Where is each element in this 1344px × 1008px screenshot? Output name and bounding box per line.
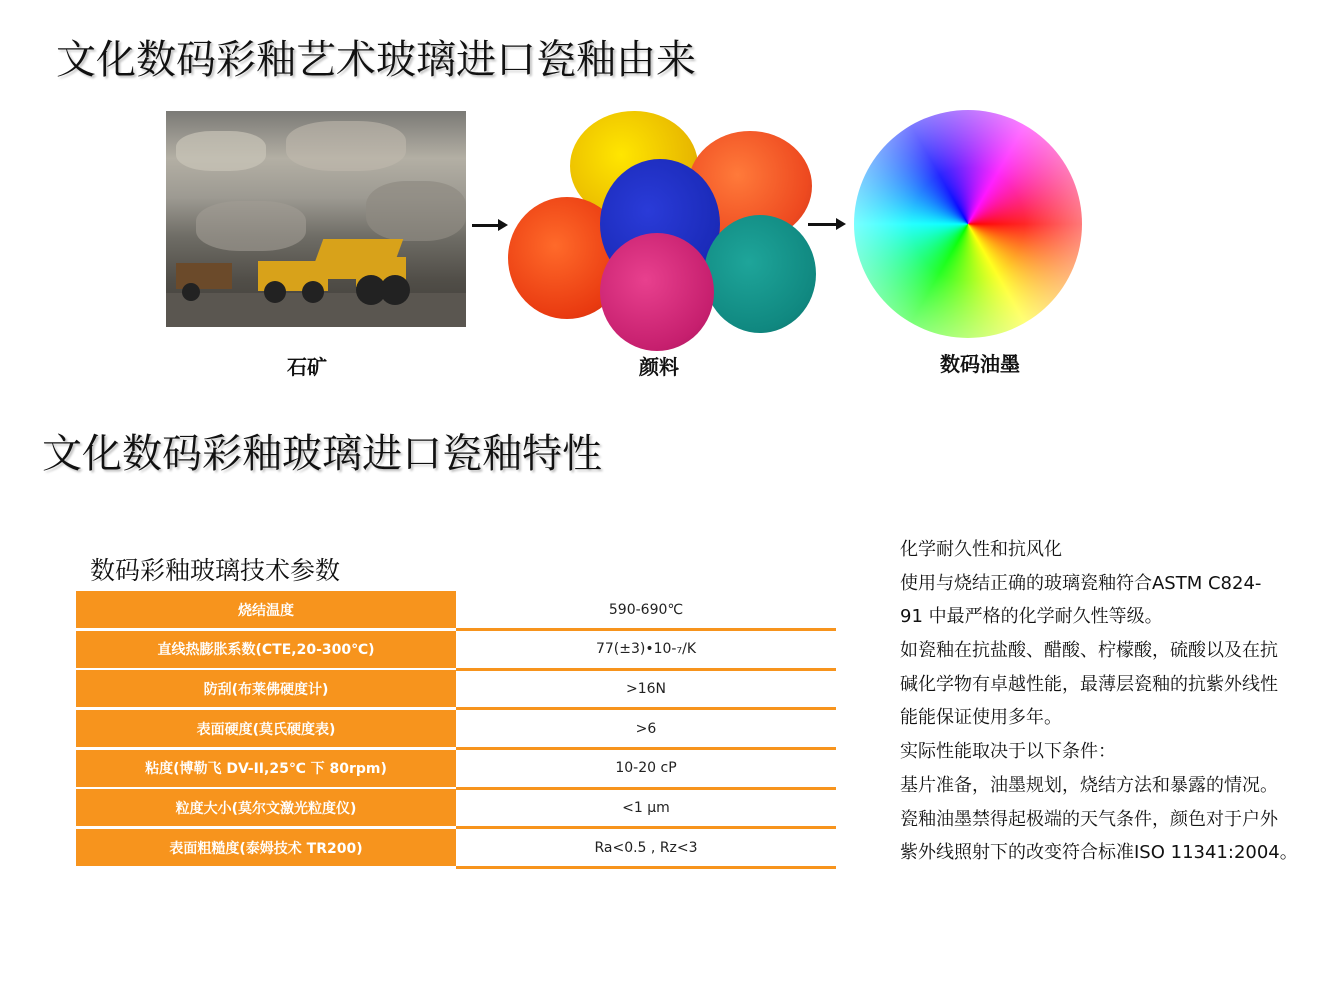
pigment-powders-photo <box>508 111 820 379</box>
description-line: 实际性能取决于以下条件： <box>900 741 1116 763</box>
param-label: 粒度大小(莫尔文激光粒度仪) <box>76 789 456 826</box>
param-label: 表面硬度(莫氏硬度表) <box>76 710 456 747</box>
description-line: 基片准备，油墨规划，烧结方法和暴露的情况。 <box>900 774 1278 796</box>
caption-pigment: 颜料 <box>639 355 679 379</box>
description-line: 如瓷釉在抗盐酸、醋酸、柠檬酸，硫酸以及在抗 <box>900 640 1278 662</box>
color-wheel <box>854 110 1082 338</box>
caption-digital-ink: 数码油墨 <box>940 352 1020 376</box>
flow-arrow <box>472 224 500 227</box>
param-label: 粘度(博勒飞 DV-II,25℃ 下 80rpm) <box>76 750 456 787</box>
description-line: 能能保证使用多年。 <box>900 707 1062 729</box>
param-value: Ra<0.5 , Rz<3 <box>456 829 836 869</box>
param-value: <1 μm <box>456 789 836 829</box>
description-line: 瓷釉油墨禁得起极端的天气条件，颜色对于户外 <box>900 808 1278 830</box>
table-row <box>76 710 836 750</box>
param-value: 10-20 cP <box>456 750 836 790</box>
description-line: 91 中最严格的化学耐久性等级。 <box>900 606 1163 628</box>
caption-ore: 石矿 <box>287 355 327 379</box>
description-line: 紫外线照射下的改变符合标准ISO 11341:2004。 <box>900 842 1298 864</box>
table-row <box>76 591 836 631</box>
description-line: 碱化学物有卓越性能，最薄层瓷釉的抗紫外线性 <box>900 673 1278 695</box>
durability-description <box>900 533 1320 870</box>
quarry-photo <box>166 111 466 327</box>
param-label: 表面粗糙度(泰姆技术 TR200) <box>76 829 456 866</box>
param-value: 590-690℃ <box>456 591 836 631</box>
spec-table <box>76 591 836 869</box>
origin-title: 文化数码彩釉艺术玻璃进口瓷釉由来 <box>56 37 696 83</box>
table-row <box>76 670 836 710</box>
param-value: >16N <box>456 670 836 710</box>
table-row <box>76 750 836 790</box>
table-row <box>76 829 836 869</box>
param-value: >6 <box>456 710 836 750</box>
param-label: 直线热膨胀系数(CTE,20-300℃) <box>76 631 456 668</box>
param-label: 烧结温度 <box>76 591 456 628</box>
table-row <box>76 631 836 671</box>
flow-arrow <box>808 223 838 226</box>
description-line: 使用与烧结正确的玻璃瓷釉符合ASTM C824- <box>900 572 1262 594</box>
param-value: 77(±3)•10-₇/K <box>456 631 836 671</box>
features-title: 文化数码彩釉玻璃进口瓷釉特性 <box>42 431 602 477</box>
table-row <box>76 789 836 829</box>
param-label: 防刮(布莱佛硬度计) <box>76 670 456 707</box>
spec-table-title: 数码彩釉玻璃技术参数 <box>90 556 341 585</box>
description-line: 化学耐久性和抗风化 <box>900 539 1062 560</box>
